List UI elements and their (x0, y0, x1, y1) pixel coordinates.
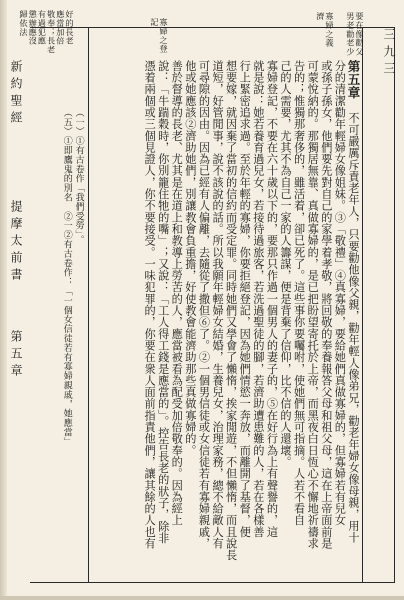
text-column: 行上緊密追求過。至於年輕的寡婦，你要拒絕登記，因為她們情慾一奔放，而離開了基督，便 (238, 60, 252, 538)
text-column: 善於督導的長老、尤其是在道上和教導上勞苦的人，應當被看為配受加倍敬奉的。因為經上 (170, 60, 184, 526)
text-column: 可尋隙的因由。因為已經有人偏離，去隨從了撒但⑥了。②一個男信徒或女信徒若有寡婦親戚， (197, 60, 211, 550)
text-column: 道短，好管閒事，說不該說的話。所以我願年輕婦女結婚，生養兒女，治理家務，總不給敵人有 (211, 60, 225, 550)
text-column: 寡婦登記，不要在六十歲以下的，要那只作過一個男人的妻子的，⑤在好行為上有聲譽的，這 (265, 60, 279, 538)
footnotes (60, 108, 84, 528)
text-column: 他或她應該②濟助她們，別讓教會負重擔，好使教會能濟助那些真做寡婦的。 (183, 60, 197, 457)
text-column: 說：「牛踹穀時，你別籠住牠的嘴」；又說：「工人得工錢是應當的」。控告長老的狀子，除非 (156, 60, 170, 544)
running-header-book: 新約聖經 (9, 60, 23, 128)
side-note: 寡婦之登 記 (149, 18, 169, 54)
text-column: 不可嚴厲斥責老年人，只要勸他像父親，勸年輕人像弟兄，勸老年婦女像母親，用十 (347, 112, 360, 544)
footnote-divider-rule (88, 27, 89, 583)
running-header-chapter: 第五章 (9, 330, 23, 381)
footnote: （一）①有古卷作「我們受勞」。 (73, 108, 84, 245)
text-column: 告的；惟獨那奢侈的，雖活着，卻已死了。這些事你要囑咐，使她們無可指摘。人若不看自 (292, 60, 306, 526)
text-column: 憑着兩個或三個見證人，你不要接受。一味犯罪的，你要在衆人面前指責他們，讓其餘的人也有 (143, 60, 157, 550)
footnote: （五）①即鷹鬼的別名 ②一②有古卷作：「一個女信徒若有寡婦親戚，她應當」 (61, 108, 72, 447)
main-text (143, 60, 361, 560)
side-note: 要在像勸父 男老勸老少 (345, 12, 365, 56)
text-column: 就是說：她若養育過兒女，若接待過旅客，若洗過聖徒的腳，若濟助遭患難的人，若在各樣善 (251, 60, 265, 538)
sidebar-divider-rule (362, 27, 363, 583)
text-column: 可蒙悅納的。那獨居無靠、真做寡婦的，是已把盼望寄托於上帝，而黑夜白日恆心不懈地祈禱求 (306, 60, 320, 550)
text-column: 己的人需要，尤其不為自己一家的人籌謀，便是背棄了信仰，比不信的人還壞。 (279, 60, 293, 468)
page-edge (0, 0, 7, 600)
side-note: 好的長老 應當加倍 敬奉；長老 有過犯應 懲辦應沒 歸依法 (18, 10, 75, 54)
running-header-epistle: 提摩太前書 (9, 200, 23, 285)
chapter-heading: 第五章 (346, 60, 361, 99)
text-column: 或孫子孫女，他們要先對自己的家學着孝敬，將回敬的奉養報答父母和祖父母，這在上帝面前是 (319, 60, 333, 550)
page-edge-bottom (0, 596, 404, 600)
frame-right-rule (394, 27, 395, 582)
frame-top-rule (30, 27, 394, 28)
frame-bottom-rule (30, 582, 395, 583)
text-column: 想要嫁，就因棄了當初的信約而受定罪。同時她們又學會了懶惰，挨家閒遊，不但懶惰，而且說長 (224, 60, 238, 561)
text-column: 分的清潔勸年輕婦女像姐妹。③「敬禮」④真寡婦，要給她們真做寡婦的，但寡婦若有兒女 (333, 60, 347, 526)
running-header-page-number: 三九三 (382, 28, 396, 79)
side-note: 寡婦之義 濟 (315, 12, 335, 48)
